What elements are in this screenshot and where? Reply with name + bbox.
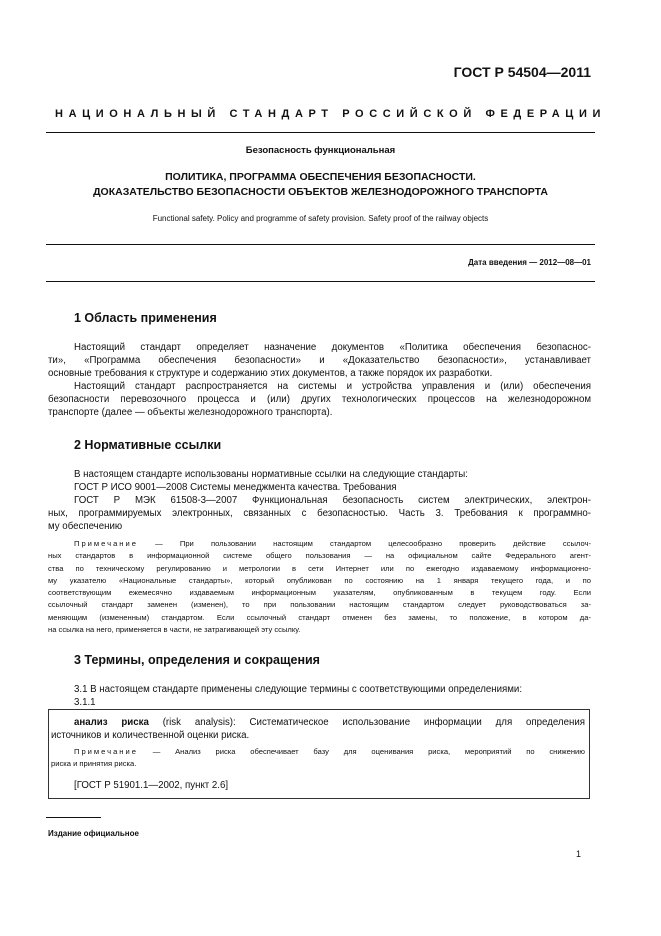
note-line: му указателю «Национальные стандарты», который опубликован по состоянию на 1 января текущего года, и по <box>48 575 591 585</box>
official-edition-label: Издание официальное <box>48 829 139 838</box>
document-number: ГОСТ Р 54504—2011 <box>453 64 591 80</box>
document-subtitle: Безопасность функциональная <box>245 145 396 156</box>
title-line-1: ПОЛИТИКА, ПРОГРАММА ОБЕСПЕЧЕНИЯ БЕЗОПАСНОСТИ. <box>165 171 476 183</box>
term-definition <box>48 716 585 742</box>
text-line: Настоящий стандарт определяет назначение документов «Политика обеспечения безопаснос- <box>74 342 591 353</box>
text-line: основные требования к структуре и содержанию этих документов, а также порядок их разработки. <box>48 368 493 379</box>
section-2-note <box>48 538 591 636</box>
section-3-paragraph: 3.1 В настоящем стандарте применены следующие термины с соответствующими определениями: <box>74 684 523 695</box>
note-label: Примечание <box>74 539 138 548</box>
section-2-intro: В настоящем стандарте использованы нормативные ссылки на следующие стандарты: <box>74 469 468 480</box>
title-line-2: ДОКАЗАТЕЛЬСТВО БЕЗОПАСНОСТИ ОБЪЕКТОВ ЖЕЛЕЗНОДОРОЖНОГО ТРАНСПОРТА <box>93 186 548 198</box>
text-line: ных, программируемых электронных, связанных с безопасностью. Часть 3. Требования к программно- <box>48 508 591 519</box>
note-line: соответствующим ежемесячно издаваемым информационным указателям, опубликованным в текущем году. Если <box>48 588 591 598</box>
text-line: Настоящий стандарт распространяется на системы и устройства управления и (или) обеспечения <box>74 381 591 392</box>
text-line: ти», «Программа обеспечения безопасности» и «Доказательство безопасности», устанавливает <box>48 355 591 366</box>
note-line: ства по техническому регулированию и метрологии в сети Интернет или по ежегодно издаваемому информационно- <box>48 563 591 573</box>
national-standard-banner: НАЦИОНАЛЬНЫЙ СТАНДАРТ РОССИЙСКОЙ ФЕДЕРАЦИИ <box>55 108 606 120</box>
document-title-english: Functional safety. Policy and programme of safety provision. Safety proof of the railway objects <box>152 214 489 223</box>
note-line: меняющим (измененным) стандартом. Если ссылочный стандарт отменен без замены, то положение, в котором да- <box>48 612 591 622</box>
note-first-line: Примечание — При пользовании настоящим стандартом целесообразно проверить действие ссылоч- <box>74 539 591 548</box>
section-3-heading: 3 Термины, определения и сокращения <box>74 653 320 667</box>
date-divider <box>46 281 595 282</box>
section-2-heading: 2 Нормативные ссылки <box>74 438 222 452</box>
note-line: риска и принятия риска. <box>51 759 137 769</box>
footer-rule <box>46 817 101 818</box>
note-line: ссылочный стандарт заменен (изменен), то при пользовании настоящим стандартом следует руководствоваться за- <box>48 600 591 610</box>
page-number: 1 <box>575 849 581 859</box>
section-1-paragraph-1 <box>48 341 591 380</box>
term-note <box>48 746 585 771</box>
note-first-line: Примечание — Анализ риска обеспечивает базу для оценивания риска, мероприятий по снижению <box>74 747 585 756</box>
text-line: ГОСТ Р МЭК 61508-3—2007 Функциональная безопасность систем электрических, электрон- <box>74 495 591 506</box>
section-1-heading: 1 Область применения <box>74 311 217 325</box>
clause-3-1-1: 3.1.1 <box>74 697 96 708</box>
reference-gost-iso-9001: ГОСТ Р ИСО 9001—2008 Системы менеджмента качества. Требования <box>74 482 397 493</box>
term-line: анализ риска (risk analysis): Систематическое использование информации для определения <box>74 717 585 728</box>
note-line: ных стандартов в информационной системе общего пользования — на официальном сайте Федерального агент- <box>48 551 591 561</box>
reference-gost-iec-61508-3 <box>48 494 591 533</box>
header-divider <box>46 132 595 133</box>
text-line: источников и количественной оценки риска. <box>51 730 250 741</box>
text-line: безопасности перевозочного процесса и (или) других технологических процессов на железнодорожном <box>48 394 591 405</box>
term-source: [ГОСТ Р 51901.1—2002, пункт 2.6] <box>74 780 229 791</box>
title-divider <box>46 244 595 245</box>
term-name: анализ риска <box>74 717 149 728</box>
text-line: транспорте (далее — объекты железнодорожного транспорта). <box>48 407 333 418</box>
document-title <box>46 170 595 200</box>
note-line: на ссылка на него, применяется в части, не затрагивающей эту ссылку. <box>48 625 301 635</box>
section-1-paragraph-2 <box>48 380 591 419</box>
text-line: му обеспечению <box>48 521 123 532</box>
note-label: Примечание <box>74 747 138 756</box>
effective-date: Дата введения — 2012—08—01 <box>468 258 591 267</box>
